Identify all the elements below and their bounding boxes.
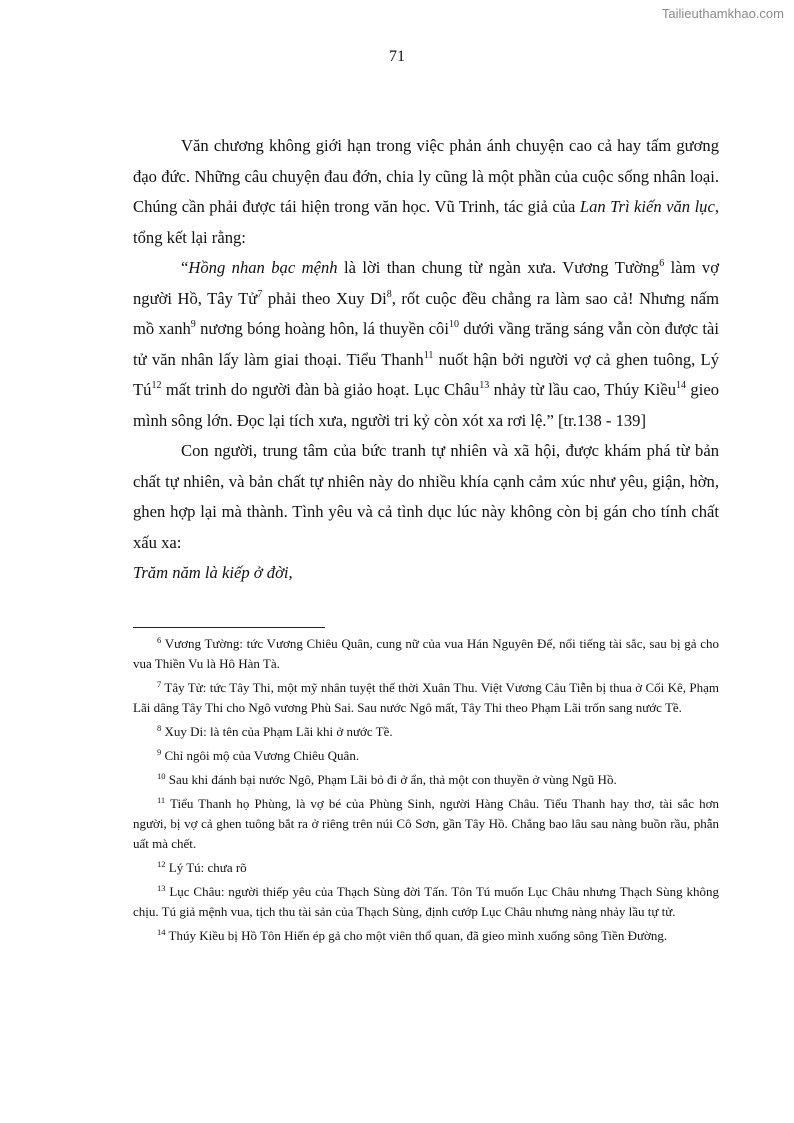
text-span: nuốt hận bởi người vợ cả ghen tuông, Lý Tú — [133, 349, 719, 399]
poem-line: Trăm năm là kiếp ở đời, — [133, 563, 293, 582]
footnote-text: Thúy Kiều bị Hồ Tôn Hiến ép gả cho một viên thổ quan, đã gieo mình xuống sông Tiền Đường. — [165, 928, 668, 943]
footnote-ref: 8 — [386, 288, 392, 300]
footnote — [133, 678, 719, 718]
text-span: phải theo Xuy Di — [262, 288, 387, 308]
watermark: Tailieuthamkhao.com — [661, 6, 784, 21]
footnote — [133, 634, 719, 674]
footnote-text: Xuy Di: là tên của Phạm Lãi khi ở nước Tề. — [161, 724, 393, 739]
text-span: , rốt cuộc đều chẳng ra làm sao cả! Nhưng nấm mồ xanh — [133, 288, 719, 338]
text-span: nhảy từ lầu cao, Thúy Kiều — [489, 380, 677, 399]
footnote-number: 6 — [157, 635, 162, 645]
quote-mark: “ — [181, 258, 189, 277]
paragraph-3: Con người, trung tâm của bức tranh tự nhiên và xã hội, được khám phá từ bản chất tự nhiên, và bản chất tự nhiên này do nhiều khía cạnh cảm xúc như yêu, giận, hờn, ghen hợp lại mà thành. Tình yêu và cả tình dục lúc này không còn bị gán cho tính chất xấu xa: — [133, 441, 719, 552]
footnote-ref: 9 — [190, 319, 196, 330]
main-text — [133, 131, 719, 589]
paragraph-1 — [133, 131, 719, 253]
book-title: Lan Trì kiến văn lục — [579, 197, 715, 216]
footnote-text: Lý Tú: chưa rõ — [165, 860, 247, 875]
page-number: 71 — [389, 48, 405, 65]
footnote-ref: 11 — [423, 349, 434, 361]
footnote-text: Vương Tường: tức Vương Chiêu Quân, cung nữ của vua Hán Nguyên Đế, nổi tiếng tài sắc, sau bị gả cho vua Thiền Vu là Hô Hàn Tà. — [133, 636, 719, 671]
text-span: gieo mình sông lớn. Đọc lại tích xưa, người tri kỷ còn xót xa rơi lệ.” [tr.138 - 139] — [133, 380, 720, 430]
footnote — [133, 746, 719, 766]
text-span: , tổng kết lại rằng: — [133, 197, 720, 247]
text-span: là lời than chung từ ngàn xưa. Vương Tường — [337, 258, 660, 277]
footnote-number: 10 — [157, 771, 166, 781]
text-span: làm vợ người Hồ, Tây Tử — [133, 258, 719, 308]
footnote — [133, 858, 719, 878]
footnote-ref: 10 — [448, 319, 459, 330]
footnote-number: 11 — [157, 795, 166, 805]
footnote-ref: 6 — [659, 258, 665, 269]
footnote-number: 14 — [157, 927, 166, 937]
footnote — [133, 882, 719, 922]
text-span: nương bóng hoàng hôn, lá thuyền côi — [195, 319, 449, 338]
footnote-number: 13 — [157, 883, 166, 893]
footnote — [133, 722, 719, 742]
footnote-number: 12 — [157, 859, 166, 869]
text-span: mất trinh do người đàn bà giảo hoạt. Lục Châu — [161, 380, 480, 399]
footnote-text: Tiểu Thanh họ Phùng, là vợ bé của Phùng Sinh, người Hàng Châu. Tiểu Thanh hay thơ, tài sắc hơn người, bị vợ cả ghen tuông bắt ra ở riêng trên núi Cô Sơn, gần Tây Hồ. Chẳng bao lâu sau nàng buồn rầu, phẫn uất mà chết. — [133, 796, 719, 851]
footnote-number: 7 — [157, 679, 162, 689]
footnote-separator — [133, 627, 325, 628]
footnote-text: Chỉ ngôi mộ của Vương Chiêu Quân. — [161, 748, 360, 763]
footnote-ref: 13 — [479, 380, 490, 391]
footnote — [133, 794, 719, 854]
text-span: dưới vầng trăng sáng vẫn còn được tài tử văn nhân lấy làm giai thoại. Tiểu Thanh — [133, 319, 719, 369]
footnote-ref: 14 — [676, 380, 687, 391]
footnote-text: Sau khi đánh bại nước Ngô, Phạm Lãi bỏ đi ở ẩn, thả một con thuyền ở vùng Ngũ Hồ. — [165, 772, 617, 787]
footnote — [133, 926, 719, 946]
quote-italic: Hồng nhan bạc mệnh — [188, 258, 338, 277]
footnotes — [133, 634, 719, 950]
footnote-number: 8 — [157, 723, 162, 733]
footnote-text: Lục Châu: người thiếp yêu của Thạch Sùng đời Tấn. Tôn Tú muốn Lục Châu nhưng Thạch Sùng không chịu. Tú giả mệnh vua, tịch thu tài sản của Thạch Sùng, định cướp Lục Châu nhưng nàng nhảy lầu tự tử. — [133, 884, 719, 919]
quotation-paragraph — [133, 253, 719, 436]
footnote-number: 9 — [157, 747, 162, 757]
footnote-ref: 7 — [257, 288, 263, 300]
text-span: Văn chương không giới hạn trong việc phản ánh chuyện cao cả hay tấm gương đạo đức. Những câu chuyện đau đớn, chia ly cũng là một phần của cuộc sống nhân loại. Chúng cần phải được tái hiện trong văn học. Vũ Trinh, tác giả của — [133, 136, 719, 216]
footnote — [133, 770, 719, 790]
footnote-ref: 12 — [151, 380, 162, 391]
footnote-text: Tây Tử: tức Tây Thi, một mỹ nhân tuyệt thế thời Xuân Thu. Việt Vương Câu Tiễn bị thua ở Cối Kê, Phạm Lãi dâng Tây Thi cho Ngô vương Phù Sai. Sau nước Ngô mất, Tây Thi theo Phạm Lãi trốn sang nước Tề. — [133, 680, 719, 715]
